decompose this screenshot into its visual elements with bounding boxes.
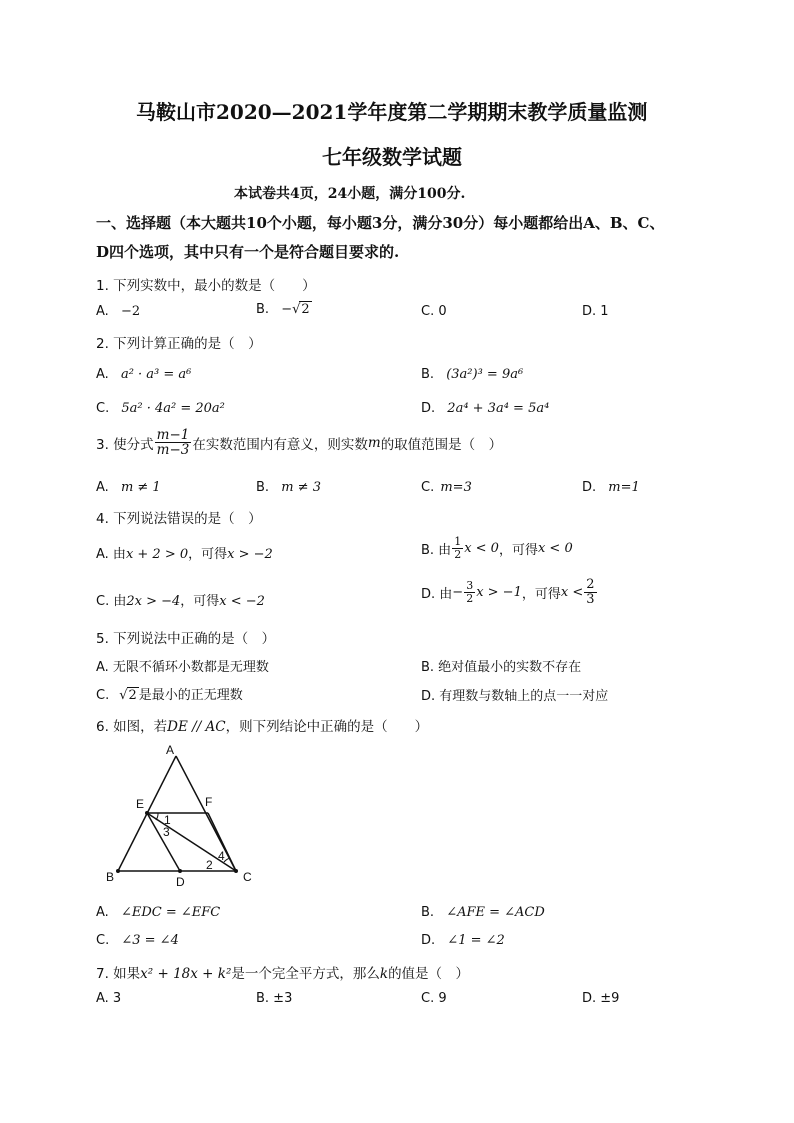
sqrt-icon: √ [292,302,301,317]
q3-pre: 3. 使分式 [96,436,154,453]
q7-var: k [379,966,389,982]
q6-option-c [96,933,179,948]
exam-title: 马鞍山市2020—2021学年度第二学期期末教学质量监测 [136,100,648,124]
label-B: B [106,870,115,884]
q4-c-pre: C. 由 [96,594,127,609]
q3-fraction [155,428,192,457]
q2-d-label: D. [421,401,436,416]
q3-option-c [421,480,472,495]
q6-pre: 6. 如图，若 [96,719,168,735]
q7-option-d: D. ±9 [582,991,620,1006]
q3-b-label: B. [256,480,270,495]
q5-stem: 5. 下列说法中正确的是（ ） [96,631,276,647]
point-E-dot [145,811,149,815]
q4-d-pre: D. 由 [421,586,453,602]
q5-option-d: D. 有理数与数轴上的点一一对应 [421,689,609,704]
q1-b-minus: − [281,302,293,317]
point-B-dot [116,869,120,873]
q7-option-a: A. 3 [96,991,122,1006]
q4-c-math2: x < −2 [219,594,265,609]
q3-d-label: D. [582,480,597,495]
q6-a-label: A. [96,905,109,920]
angle-arc-4 [224,858,230,862]
q6-c-math: ∠3 = ∠4 [121,933,179,948]
q4-a-math2: x > −2 [227,547,273,562]
q4-b-math1: x < 0 [464,540,499,556]
q4-option-d [421,578,598,606]
exam-info: 本试卷共4页，24小题，满分100分. [234,186,466,202]
q4-d-minus: − [452,584,464,600]
q1-b-radicand: 2 [301,302,310,317]
q6-d-label: D. [421,933,436,948]
q2-d-math: 2a⁴ + 3a⁴ = 5a⁴ [447,401,550,416]
q3-stem [96,428,502,457]
q3-a-label: A. [96,480,109,495]
q4-d-fraction2 [584,578,596,606]
q3-option-b [256,480,321,495]
q4-option-b [421,536,573,560]
q7-mid: 是一个完全平方式，那么 [231,966,380,982]
q4-b-pre: B. 由 [421,542,452,558]
q4-d-math1: x > −1 [476,584,522,600]
q2-option-b [421,367,523,382]
q5-option-c [96,684,243,703]
q7-math: x² + 18x + k² [140,966,232,982]
q6-option-d [421,933,505,948]
q6-c-label: C. [96,933,110,948]
q4-b-fraction [452,536,463,560]
q6-triangle-figure [100,740,270,888]
q3-option-a [96,480,161,495]
label-F: F [205,795,213,809]
exam-subtitle: 七年级数学试题 [322,145,462,169]
q1-b-sqrt [292,302,312,317]
q7-option-c: C. 9 [421,991,447,1006]
label-E: E [136,797,145,811]
q7-stem [96,962,469,982]
q4-d-math2: x < [560,584,584,600]
q4-c-mid: ，可得 [180,594,220,609]
q4-option-c [96,590,265,609]
q2-a-math: a² · a³ = a⁶ [120,367,192,382]
section1-instructions-line2: D四个选项，其中只有一个是符合题目要求的. [96,243,400,261]
q1-b-label: B. [256,302,270,317]
q1-option-b [256,302,312,317]
q2-b-math: (3a²)³ = 9a⁶ [446,367,524,382]
label-angle-1: 1 [164,813,171,827]
q1-option-a [96,304,140,319]
q3-post: 在实数范围内有意义，则实数 [192,436,368,453]
q5-option-a: A. 无限不循环小数都是无理数 [96,660,269,675]
q6-b-math: ∠AFE = ∠ACD [446,905,545,920]
q3-d-math: m=1 [608,480,640,495]
q4-a-pre: A. 由 [96,547,126,562]
q4-stem: 4. 下列说法错误的是（ ） [96,511,262,527]
q1-a-value: −2 [120,304,141,319]
q7-pre: 7. 如果 [96,966,141,982]
q5-c-label: C. [96,688,110,703]
q5-option-b: B. 绝对值最小的实数不存在 [421,660,582,675]
q4-b-numerator: 1 [454,535,462,548]
q4-d-numerator2: 2 [586,577,595,592]
q4-b-denominator: 2 [454,547,462,561]
q6-post: ，则下列结论中正确的是（ ） [225,719,429,735]
label-A: A [166,743,175,757]
q3-numerator: m−1 [156,427,190,443]
q2-a-label: A. [96,367,109,382]
q4-d-denominator2: 3 [586,591,595,607]
q3-b-math: m ≠ 3 [281,480,321,495]
q1-a-label: A. [96,304,109,319]
q4-a-math1: x + 2 > 0 [125,547,189,562]
q2-c-label: C. [96,401,110,416]
q3-var: m [367,434,381,451]
q4-b-mid: ，可得 [498,542,538,558]
q3-a-math: m ≠ 1 [120,480,161,495]
q4-c-math1: 2x > −4 [126,594,181,609]
q2-stem: 2. 下列计算正确的是（ ） [96,336,262,352]
q6-option-b [421,905,545,920]
q2-option-c [96,401,225,416]
q1-option-c: C. 0 [421,304,447,319]
q4-d-denominator: 2 [466,591,474,605]
q4-a-mid: ，可得 [188,547,228,562]
label-angle-3: 3 [163,825,170,839]
q2-b-label: B. [421,367,435,382]
q3-c-label: C. [421,480,435,495]
q6-b-label: B. [421,905,435,920]
q6-d-math: ∠1 = ∠2 [447,933,505,948]
q6-stem [96,715,428,735]
q2-option-d [421,401,549,416]
q4-d-mid: ，可得 [521,586,561,602]
angle-arc-1 [156,813,158,820]
q3-post2: 的取值范围是（ ） [380,436,503,453]
label-C: C [243,870,252,884]
q3-denominator: m−3 [156,442,190,459]
q5-c-radicand: 2 [128,688,137,703]
label-angle-4: 4 [218,849,225,863]
q3-c-math: m=3 [440,480,472,495]
point-D-dot [178,869,182,873]
q2-c-math: 5a² · 4a² = 20a² [121,401,225,416]
q3-option-d [582,480,640,495]
q6-a-math: ∠EDC = ∠EFC [120,905,221,920]
q5-c-text: 是最小的正无理数 [138,688,243,703]
point-C-dot [234,869,238,873]
label-angle-2: 2 [206,858,213,872]
q4-d-numerator: 3 [466,579,474,593]
q7-post: 的值是（ ） [388,966,470,982]
section1-instructions-line1: 一、选择题（本大题共10个小题，每小题3分，满分30分）每小题都给出A、B、C、 [96,214,665,232]
q5-c-sqrt [119,688,139,703]
q6-option-a [96,905,220,920]
q1-stem: 1. 下列实数中，最小的数是（ ） [96,278,316,294]
q4-d-fraction [464,580,475,604]
sqrt-icon: √ [119,688,128,703]
q4-b-math2: x < 0 [537,540,573,556]
label-D: D [176,875,185,888]
q4-option-a [96,543,273,562]
q7-option-b: B. ±3 [256,991,293,1006]
q1-option-d: D. 1 [582,304,609,319]
q6-math: DE // AC [167,719,226,735]
q2-option-a [96,367,191,382]
